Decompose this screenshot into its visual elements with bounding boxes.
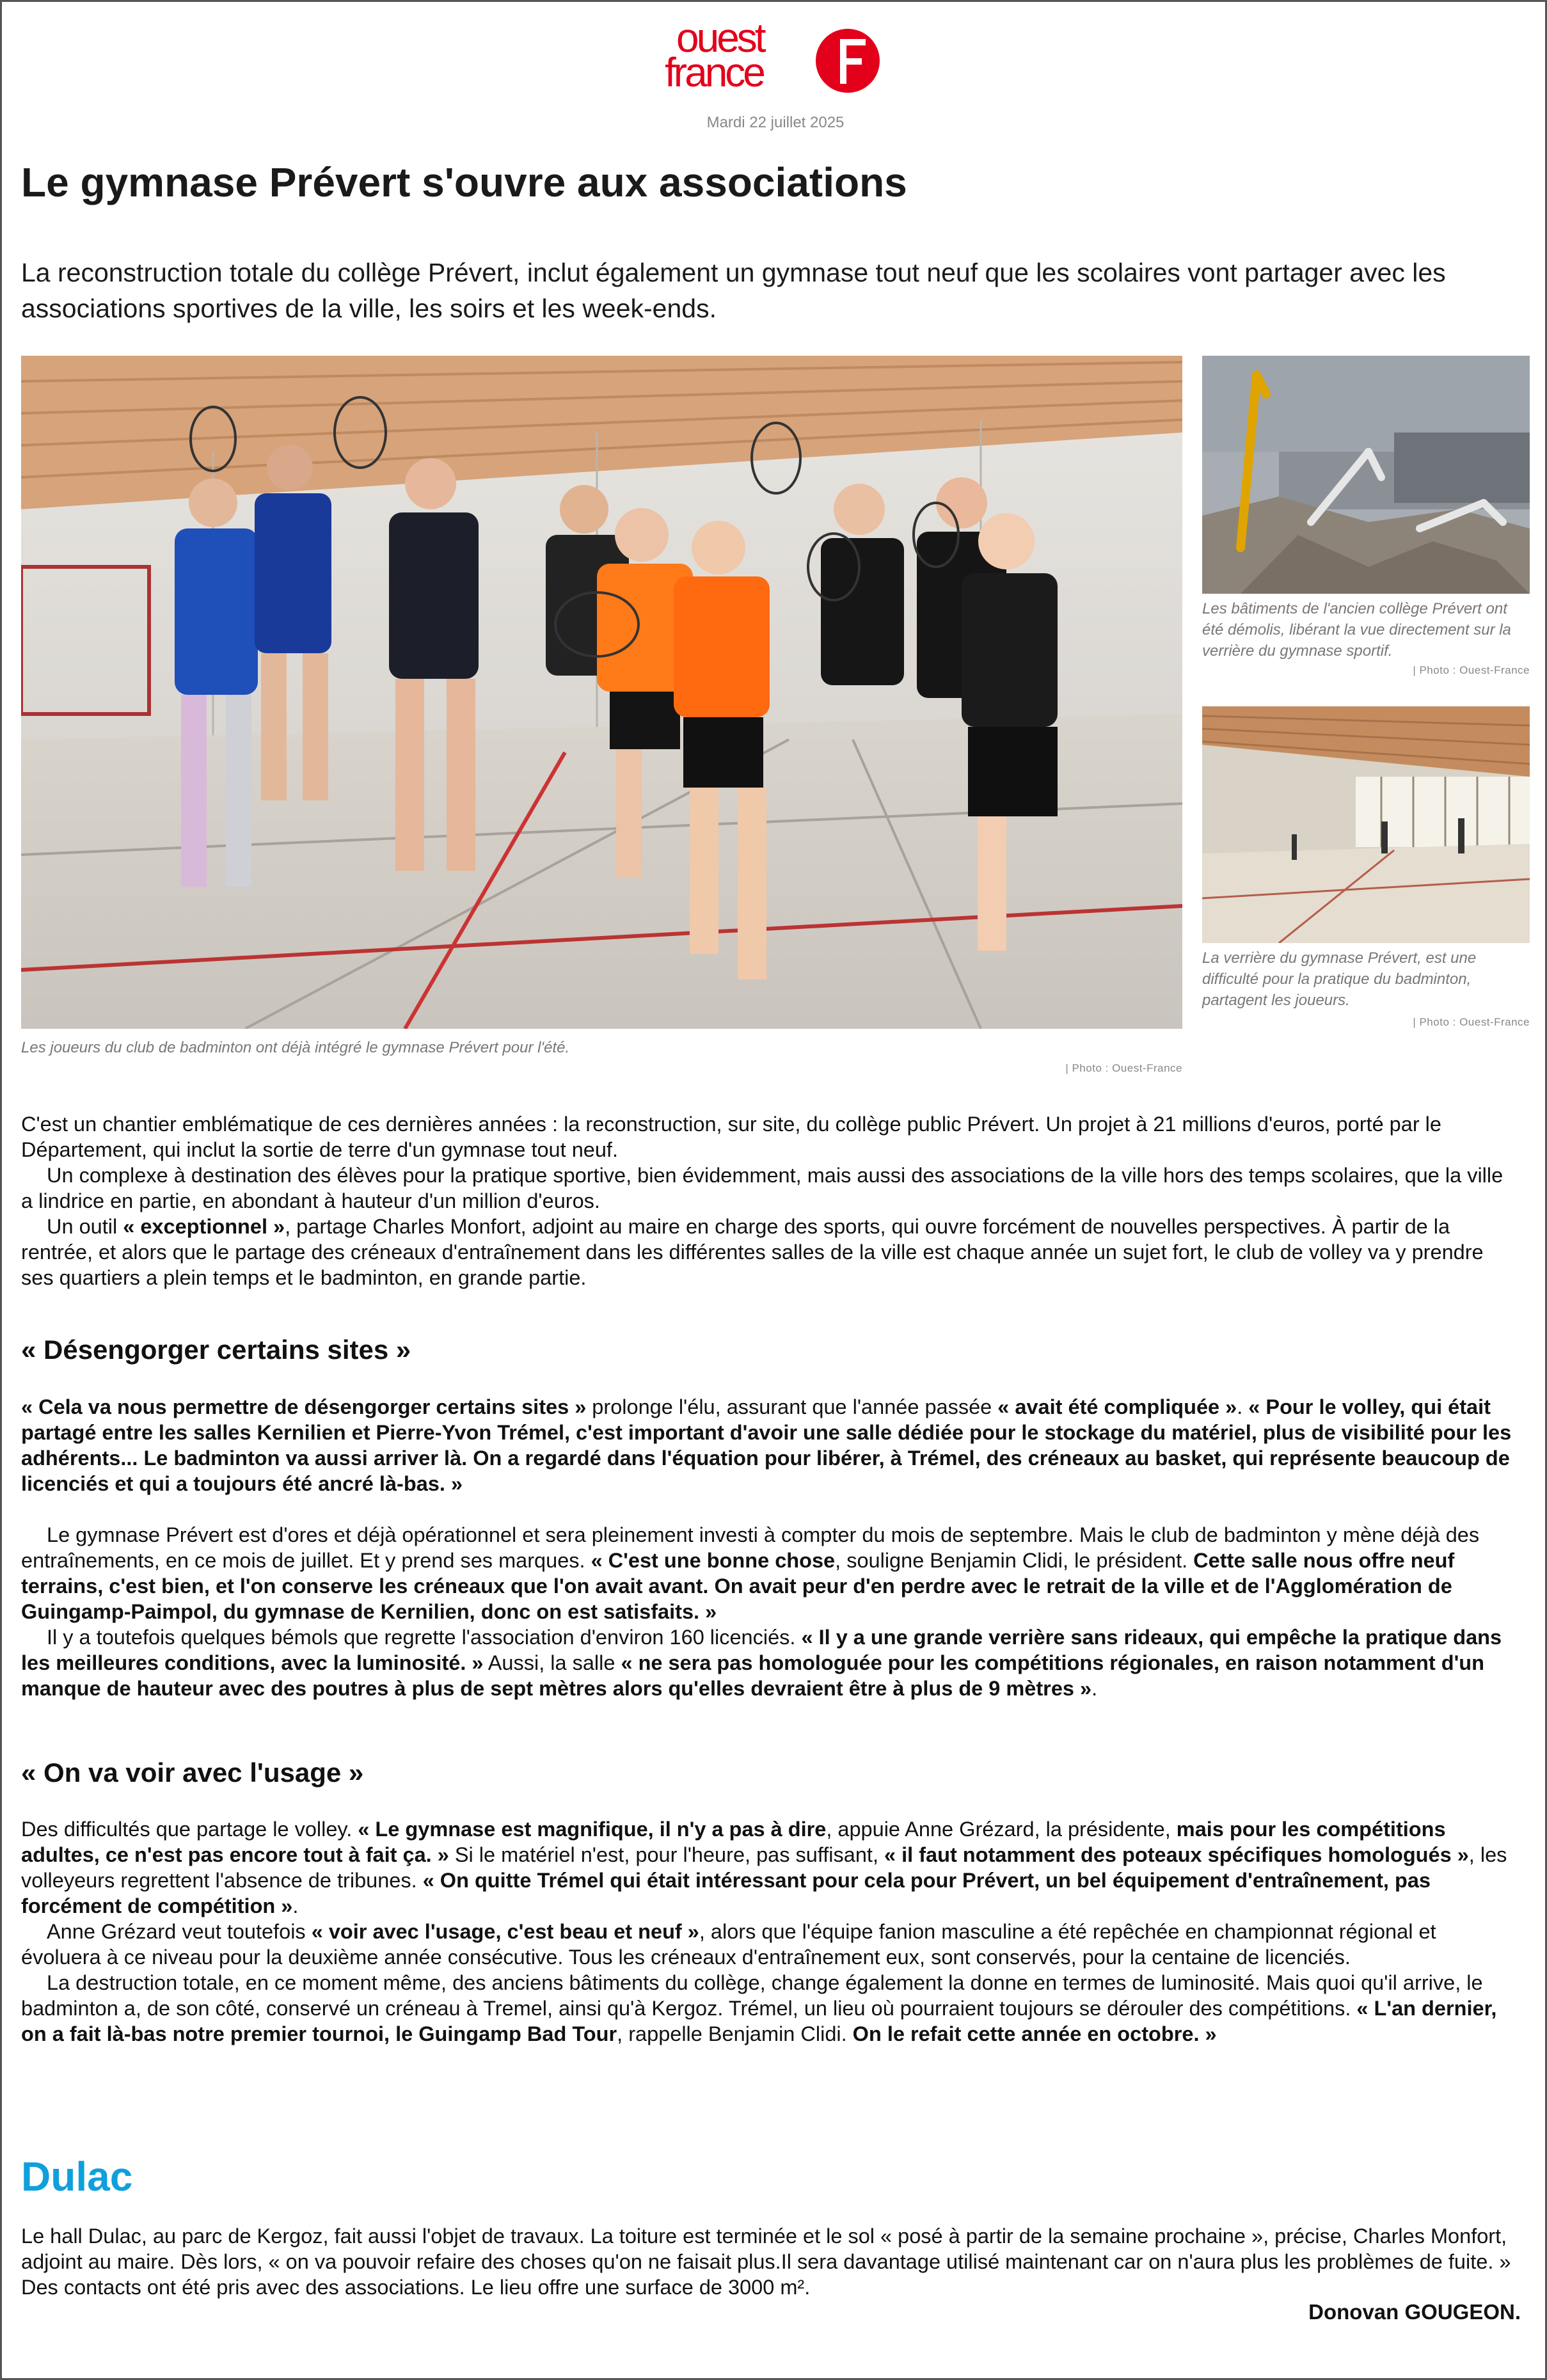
body-paragraph: Le gymnase Prévert est d'ores et déjà opérationnel et sera pleinement investi à compter du mois de septembre. Mais le club de badminton y mène déjà des entraînements, en ce mois de juillet. Et y prend ses marques. « C'est une bonne chose, souligne Benjamin Clidi, le président. Cette salle nous offre neuf terrains, c'est bien, et l'on conserve les créneaux que l'on avait avant. On avait peur d'en perdre avec le retrait de la ville et de l'Agglomération de Guingamp-Paimpol, du gymnase de Kernilien, donc on est satisfaits. » (21, 1523, 1480, 1623)
section-heading: « Désengorger certains sites » (21, 1335, 411, 1365)
badminton-team-image (21, 356, 1182, 1029)
logo-mark-icon (814, 28, 881, 94)
section-2-body (21, 1816, 1518, 2047)
masthead (2, 16, 1547, 102)
body-paragraph: Anne Grézard veut toutefois « voir avec l'usage, c'est beau et neuf », alors que l'équipe fanion masculine a été repêchée en championnat régional et évoluera à ce niveau pour la deuxième année consécutive. Tous les créneaux d'entraînement eux, sont conservés, pour la centaine de licenciés. (21, 1920, 1436, 1969)
body-paragraph: « Cela va nous permettre de désengorger certains sites » prolonge l'élu, assurant que l'année passée « avait été compliquée ». « Pour le volley, qui était partagé entre les salles Kernilien et Pierre-Yvon Trémel, c'est important d'avoir une salle dédiée pour le stockage du matériel, plus de visibilité pour les adhérents... Le badminton va aussi arriver là. On a regardé dans l'équation pour libérer, à Trémel, des créneaux au basket, qui représente beaucoup de licenciés et qui a toujours été ancré là-bas. » (21, 1395, 1512, 1495)
article-title: Le gymnase Prévert s'ouvre aux associations (21, 159, 907, 205)
demolition-photo[interactable] (1202, 356, 1530, 594)
author-signature: Donovan GOUGEON. (1308, 2300, 1521, 2324)
body-paragraph: Un outil « exceptionnel », partage Charles Monfort, adjoint au maire en charge des sports, qui ouvre forcément de nouvelles perspectives. À partir de la rentrée, et alors que le partage des créneaux d'entraînement dans les différentes salles de la ville est chaque année un sujet fort, le club de volley va y prendre ses quartiers a plein temps et le badminton, en grande partie. (21, 1215, 1484, 1289)
ouest-france-logo[interactable] (657, 16, 894, 99)
body-paragraph: Un complexe à destination des élèves pour la pratique sportive, bien évidemment, mais aussi des associations de la ville hors des temps scolaires, que la ville a lindrice en partie, en abondant à hauteur d'un million d'euros. (21, 1164, 1503, 1212)
body-paragraph: La destruction totale, en ce moment même, des anciens bâtiments du collège, change également la donne en termes de luminosité. Mais quoi qu'il arrive, le badminton a, de son côté, conservé un créneau à Tremel, ainsi qu'à Kergoz. Trémel, un lieu où pourraient toujours se dérouler des compétitions. « L'an dernier, on a fait là-bas notre premier tournoi, le Guingamp Bad Tour, rappelle Benjamin Clidi. On le refait cette année en octobre. » (21, 1971, 1497, 2045)
dulac-heading: Dulac (21, 2154, 133, 2200)
demolition-photo-credit: | Photo : Ouest-France (1413, 664, 1530, 676)
logo-word-france: france (665, 49, 763, 95)
demolition-image (1202, 356, 1530, 594)
section-heading: « On va voir avec l'usage » (21, 1757, 364, 1788)
body-paragraph: Le hall Dulac, au parc de Kergoz, fait aussi l'objet de travaux. La toiture est terminée et le sol « posé à partir de la semaine prochaine », précise, Charles Monfort, adjoint au maire. Dès lors, « on va pouvoir refaire des choses qu'on ne faisait plus.Il sera davantage utilisé maintenant car on n'aura plus les problèmes de fuite. » Des contacts ont été pris avec des associations. Le lieu offre une surface de 3000 m². (21, 2225, 1511, 2299)
dulac-body (21, 2223, 1518, 2300)
gym-photo-caption: La verrière du gymnase Prévert, est une difficulté pour la pratique du badminton, partagent les joueurs. (1202, 949, 1477, 1009)
body-paragraph: Des difficultés que partage le volley. « Le gymnase est magnifique, il n'y a pas à dire, appuie Anne Grézard, la présidente, mais pour les compétitions adultes, ce n'est pas encore tout à fait ça. » Si le matériel n'est, pour l'heure, pas suffisant, « il faut notamment des poteaux spécifiques homologués », les volleyeurs regrettent l'absence de tribunes. « On quitte Trémel qui était intéressant pour cela pour Prévert, un bel équipement d'entraînement, pas forcément de compétition ». (21, 1818, 1507, 1917)
body-paragraph: C'est un chantier emblématique de ces dernières années : la reconstruction, sur site, du collège public Prévert. Un projet à 21 millions d'euros, porté par le Département, qui inclut la sortie de terre d'un gymnase tout neuf. (21, 1113, 1441, 1161)
body-paragraph: Il y a toutefois quelques bémols que regrette l'association d'environ 160 licenciés. « Il y a une grande verrière sans rideaux, qui empêche la pratique dans les meilleures conditions, avec la luminosité. » Aussi, la salle « ne sera pas homologuée pour les compétitions régionales, en raison notamment d'un manque de hauteur avec des poutres à plus de sept mètres alors qu'elles devraient être à plus de 9 mètres ». (21, 1626, 1502, 1700)
main-photo[interactable] (21, 356, 1182, 1029)
gym-photo-credit: | Photo : Ouest-France (1413, 1016, 1530, 1028)
gym-photo[interactable] (1202, 706, 1530, 943)
article-body-intro (21, 1111, 1518, 1290)
publication-date: Mardi 22 juillet 2025 (706, 114, 845, 131)
demolition-photo-caption: Les bâtiments de l'ancien collège Prévert ont été démolis, libérant la vue directement sur la verrière du gymnase sportif. (1202, 600, 1511, 660)
article-lead: La reconstruction totale du collège Prévert, inclut également un gymnase tout neuf que les scolaires vont partager avec les associations sportives de la ville, les soirs et les week-ends. (21, 258, 1446, 323)
section-1-body (21, 1394, 1518, 1701)
main-photo-credit: | Photo : Ouest-France (1065, 1062, 1182, 1074)
main-photo-caption: Les joueurs du club de badminton ont déjà intégré le gymnase Prévert pour l'été. (21, 1039, 570, 1056)
logo-word-ouest: ouest (676, 15, 764, 61)
gym-interior-image (1202, 706, 1530, 943)
